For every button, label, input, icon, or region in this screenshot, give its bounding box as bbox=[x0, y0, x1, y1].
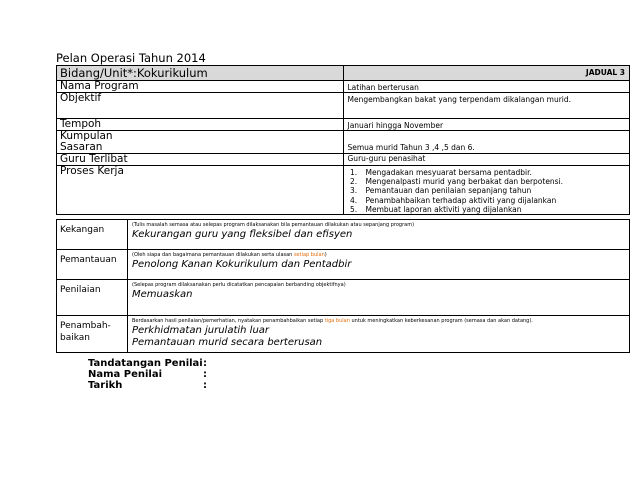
table-row bbox=[57, 93, 630, 119]
table-row bbox=[57, 280, 630, 316]
table-row bbox=[57, 119, 630, 131]
row-value-kumpulan-sasaran: Semua murid Tahun 3 ,4 ,5 dan 6. bbox=[343, 131, 630, 154]
row-value-proses-kerja bbox=[343, 166, 630, 215]
evaluator-name-colon: : bbox=[203, 369, 207, 380]
row-label-guru-terlibat: Guru Terlibat bbox=[57, 154, 344, 166]
section-value-penilaian bbox=[128, 280, 630, 316]
table-row bbox=[57, 131, 630, 154]
section-answer: Memuaskan bbox=[132, 289, 193, 300]
signature-colon: : bbox=[203, 358, 207, 369]
note-highlight: tiga bulan bbox=[324, 318, 350, 324]
section-label-pemantauan: Pemantauan bbox=[57, 250, 128, 280]
table-row bbox=[57, 220, 630, 250]
date-colon: : bbox=[203, 380, 207, 391]
program-info-table bbox=[56, 65, 630, 215]
row-value-tempoh: Januari hingga November bbox=[343, 119, 630, 131]
document-title: Pelan Operasi Tahun 2014 bbox=[56, 51, 206, 65]
label-line: Penambah- bbox=[60, 321, 111, 331]
table-row bbox=[57, 316, 630, 353]
row-value-guru-terlibat: Guru-guru penasihat bbox=[343, 154, 630, 166]
list-item: 1. Mengadakan mesyuarat bersama pentadbir. bbox=[360, 168, 630, 177]
list-item: 4. Penambahbaikan terhadap aktiviti yang dijalankan bbox=[360, 196, 630, 205]
section-label-penambahbaikan bbox=[57, 316, 128, 353]
row-label-kumpulan-sasaran bbox=[57, 131, 344, 154]
row-value-nama-program: Latihan berterusan bbox=[343, 81, 630, 93]
schedule-ref: JADUAL 3 bbox=[343, 66, 630, 81]
section-answer: Perkhidmatan jurulatih luar bbox=[132, 325, 270, 336]
section-note bbox=[132, 252, 629, 259]
date-label: Tarikh bbox=[88, 380, 123, 391]
row-label-tempoh: Tempoh bbox=[57, 119, 344, 131]
table-row bbox=[57, 154, 630, 166]
note-text: (Oleh siapa dan bagaimana pemantauan dilakukan serta ulasan bbox=[132, 252, 294, 258]
section-value-penambahbaikan bbox=[128, 316, 630, 353]
unit-label: Bidang/Unit*:Kokurikulum bbox=[57, 66, 344, 81]
section-note: (Tulis masalah semasa atau selepas program dilaksanakan bila pemantauan dilakukan atau sepanjang program) bbox=[132, 222, 415, 228]
table-row bbox=[57, 81, 630, 93]
table-header-row bbox=[57, 66, 630, 81]
note-text: untuk meningkatkan keberkesanan program (semasa dan akan datang). bbox=[349, 318, 533, 324]
list-item: 3. Pemantauan dan penilaian sepanjang tahun bbox=[360, 186, 630, 195]
process-list bbox=[348, 168, 630, 214]
section-answer: Penolong Kanan Kokurikulum dan Pentadbir bbox=[132, 259, 352, 270]
label-line: Sasaran bbox=[60, 141, 103, 153]
list-item: 2. Mengenalpasti murid yang berbakat dan berpotensi. bbox=[360, 177, 630, 186]
section-note bbox=[132, 318, 629, 325]
row-value-objektif: Mengembangkan bakat yang terpendam dikalangan murid. bbox=[343, 93, 630, 119]
signature-line bbox=[88, 358, 207, 369]
note-text: ) bbox=[324, 252, 327, 258]
section-note: (Selepas program dilaksanakan perlu dicatatkan pencapaian berbanding objektifnya) bbox=[132, 282, 346, 288]
date-line bbox=[88, 380, 207, 391]
evaluator-name-line bbox=[88, 369, 207, 380]
section-answer: Pemantauan murid secara berterusan bbox=[132, 337, 323, 348]
section-value-kekangan bbox=[128, 220, 630, 250]
label-line: baikan bbox=[60, 333, 91, 343]
section-answer: Kekurangan guru yang fleksibel dan efisyen bbox=[132, 229, 353, 240]
table-row bbox=[57, 250, 630, 280]
list-item: 5. Membuat laporan aktiviti yang dijalankan bbox=[360, 205, 630, 214]
row-label-objektif: Objektif bbox=[57, 93, 344, 119]
section-value-pemantauan bbox=[128, 250, 630, 280]
evaluator-name-label: Nama Penilai bbox=[88, 369, 163, 380]
section-label-kekangan: Kekangan bbox=[57, 220, 128, 250]
row-label-proses-kerja: Proses Kerja bbox=[57, 166, 344, 215]
signature-label: Tandatangan Penilai bbox=[88, 358, 203, 369]
section-label-penilaian: Penilaian bbox=[57, 280, 128, 316]
note-highlight: setiap bulan bbox=[293, 252, 325, 258]
evaluation-table bbox=[56, 219, 630, 353]
table-row bbox=[57, 166, 630, 215]
label-line: Kumpulan bbox=[60, 130, 113, 142]
row-label-nama-program: Nama Program bbox=[57, 81, 344, 93]
note-text: Berdasarkan hasil penilaian/pemerhatian, nyatakan penambahbaikan setiap bbox=[132, 318, 325, 324]
